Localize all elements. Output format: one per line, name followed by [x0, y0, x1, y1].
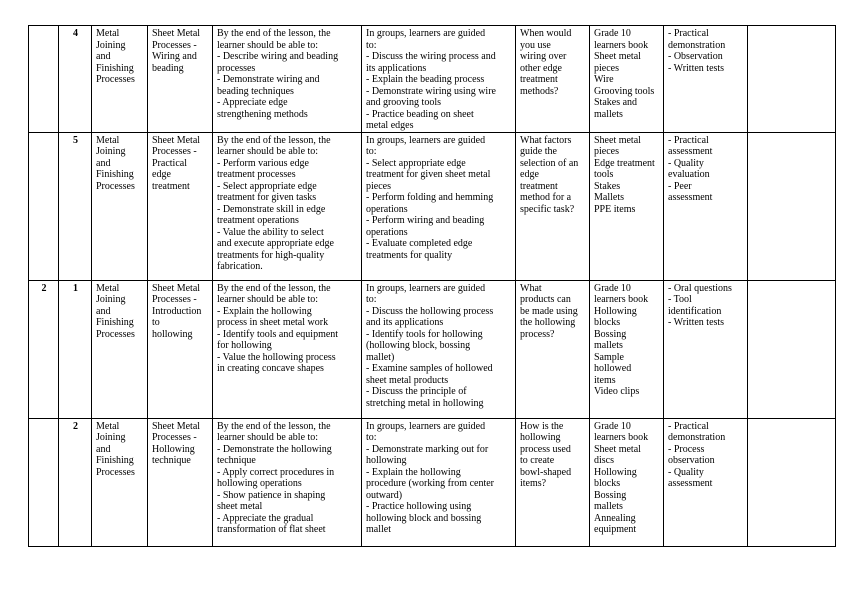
cell-line: learner should be able to:	[217, 432, 319, 443]
cell-line: to:	[366, 432, 377, 443]
cell-line: Finishing	[96, 62, 134, 74]
cell-line: In groups, learners are guided	[366, 28, 486, 39]
strand-cell	[92, 132, 148, 280]
remarks-cell	[748, 132, 836, 280]
cell-line: hollowing	[520, 432, 561, 443]
cell-line: - Quality	[668, 157, 704, 169]
cell-line: (hollowing block, bossing	[366, 340, 471, 351]
learning-outcomes-cell	[213, 26, 362, 133]
cell-line: Annealing	[594, 512, 636, 524]
cell-line: - Peer	[668, 180, 692, 192]
cell-line: to	[152, 317, 160, 328]
cell-line: Bossing	[594, 489, 627, 501]
cell-line: - Practical	[668, 28, 709, 39]
cell-line: Wire	[594, 74, 614, 85]
cell-line: - Value the ability to select	[217, 226, 324, 238]
cell-line: mallets	[594, 108, 623, 120]
cell-line: - Discuss the hollowing process	[366, 305, 494, 317]
cell-line: guide the	[520, 146, 557, 157]
cell-line: assessment	[668, 146, 713, 157]
cell-line: in creating concave shapes	[217, 363, 324, 374]
cell-line: mallet	[366, 524, 391, 535]
cell-line: - Identify tools and equipment	[217, 328, 339, 340]
cell-line: strengthening methods	[217, 108, 308, 120]
cell-line: - Observation	[668, 51, 723, 62]
cell-line: By the end of the lesson, the	[217, 134, 331, 146]
cell-line: technique	[217, 455, 256, 466]
cell-line: What factors	[520, 134, 572, 146]
cell-line: and	[96, 157, 111, 169]
cell-line: Sheet metal	[594, 443, 641, 455]
cell-line: Grooving tools	[594, 85, 655, 97]
cell-line: - Practice hollowing using	[366, 501, 472, 512]
cell-line: - Identify tools for hollowing	[366, 328, 483, 340]
cell-line: treatment	[520, 74, 558, 85]
cell-line: tools	[594, 169, 614, 180]
cell-line: Sheet metal	[594, 134, 641, 146]
cell-line: - Explain the hollowing	[217, 305, 312, 317]
cell-line: items?	[520, 478, 547, 489]
cell-line: to:	[366, 294, 377, 305]
cell-line: processes	[217, 62, 256, 74]
cell-line: Sheet Metal	[152, 282, 201, 294]
cell-line: edge	[152, 169, 171, 180]
lesson-cell: 5	[59, 132, 92, 280]
cell-line: Sheet Metal	[152, 28, 201, 39]
table-row	[29, 418, 836, 546]
lesson-cell: 1	[59, 280, 92, 418]
cell-line: other edge	[520, 62, 562, 74]
cell-line: Practical	[152, 157, 187, 169]
learning-experiences-cell	[362, 418, 516, 546]
assessment-cell	[664, 418, 748, 546]
cell-line: learner should be able to:	[217, 146, 319, 157]
cell-line: assessment	[668, 192, 713, 203]
cell-line: Metal	[96, 28, 120, 39]
cell-line: Video clips	[594, 386, 640, 397]
cell-line: hollowed	[594, 363, 632, 374]
key-inquiry-cell	[516, 26, 590, 133]
cell-line: - Demonstrate the hollowing	[217, 443, 332, 455]
cell-line: and	[96, 305, 111, 317]
table-row	[29, 26, 836, 133]
cell-line: Processes	[96, 328, 135, 340]
cell-line: treatment operations	[217, 215, 299, 226]
cell-line: and	[96, 443, 111, 455]
table-row	[29, 132, 836, 280]
strand-cell	[92, 26, 148, 133]
learning-experiences-cell	[362, 26, 516, 133]
remarks-cell	[748, 26, 836, 133]
cell-line: mallets	[594, 340, 623, 351]
cell-line: the hollowing	[520, 317, 576, 328]
cell-line: - Demonstrate wiring and	[217, 74, 320, 85]
cell-line: - Evaluate completed edge	[366, 238, 473, 249]
cell-line: - Tool	[668, 294, 692, 305]
cell-line: Joining	[96, 39, 126, 51]
cell-line: hollowing	[366, 455, 407, 466]
cell-line: - Select appropriate edge	[366, 157, 466, 169]
cell-line: Mallets	[594, 192, 624, 203]
key-inquiry-cell	[516, 418, 590, 546]
cell-line: Joining	[96, 146, 126, 157]
learning-outcomes-cell	[213, 132, 362, 280]
cell-line: fabrication.	[217, 261, 263, 272]
cell-line: pieces	[594, 146, 619, 157]
cell-line: hollowing operations	[217, 478, 302, 489]
cell-line: assessment	[668, 478, 713, 489]
cell-line: Hollowing	[594, 305, 637, 317]
strand-cell	[92, 280, 148, 418]
cell-line: Sheet Metal	[152, 420, 201, 432]
cell-line: - Select appropriate edge	[217, 180, 317, 192]
week-cell	[29, 132, 59, 280]
learning-experiences-cell	[362, 132, 516, 280]
cell-line: - Discuss the principle of	[366, 386, 467, 397]
cell-line: How is the	[520, 420, 564, 432]
cell-line: treatment for given tasks	[217, 192, 317, 203]
cell-line: methods?	[520, 85, 559, 97]
cell-line: pieces	[366, 180, 391, 192]
cell-line: be made using	[520, 305, 578, 317]
cell-line: Bossing	[594, 328, 627, 340]
cell-line: products can	[520, 294, 571, 305]
cell-line: you use	[520, 39, 551, 51]
cell-line: - Examine samples of hollowed	[366, 363, 493, 374]
strand-cell	[92, 418, 148, 546]
cell-line: to:	[366, 146, 377, 157]
cell-line: and its applications	[366, 317, 444, 328]
cell-line: treatment for given sheet metal	[366, 169, 491, 180]
learning-outcomes-cell	[213, 280, 362, 418]
cell-line: - Apply correct procedures in	[217, 466, 335, 478]
cell-line: treatment processes	[217, 169, 296, 180]
cell-line: technique	[152, 455, 191, 466]
cell-line: observation	[668, 455, 715, 466]
cell-line: Grade 10	[594, 28, 631, 39]
cell-line: sheet metal	[217, 501, 263, 512]
cell-line: In groups, learners are guided	[366, 134, 486, 146]
cell-line: What	[520, 282, 542, 294]
cell-line: learner should be able to:	[217, 294, 319, 305]
cell-line: blocks	[594, 317, 621, 328]
cell-line: - Value the hollowing process	[217, 351, 336, 363]
cell-line: When would	[520, 28, 572, 39]
cell-line: hollowing block and bossing	[366, 512, 482, 524]
cell-line: mallet)	[366, 351, 395, 363]
assessment-cell	[664, 280, 748, 418]
cell-line: its applications	[366, 62, 427, 74]
cell-line: In groups, learners are guided	[366, 420, 486, 432]
cell-line: Sample	[594, 351, 624, 363]
cell-line: By the end of the lesson, the	[217, 282, 331, 294]
cell-line: learners book	[594, 432, 649, 443]
resources-cell	[590, 418, 664, 546]
cell-line: learners book	[594, 294, 649, 305]
cell-line: Processes	[96, 180, 135, 192]
cell-line: pieces	[594, 62, 619, 74]
cell-line: for hollowing	[217, 340, 272, 351]
cell-line: demonstration	[668, 432, 726, 443]
learning-experiences-cell	[362, 280, 516, 418]
cell-line: - Quality	[668, 466, 704, 478]
cell-line: method for a	[520, 192, 572, 203]
cell-line: Metal	[96, 282, 120, 294]
cell-line: blocks	[594, 478, 621, 489]
lesson-cell: 2	[59, 418, 92, 546]
cell-line: treatments for quality	[366, 249, 453, 261]
cell-line: Finishing	[96, 169, 134, 180]
cell-line: Processes -	[152, 432, 197, 443]
cell-line: - Demonstrate wiring using wire	[366, 85, 496, 97]
cell-line: identification	[668, 305, 722, 317]
cell-line: hollowing	[152, 328, 193, 340]
table-row	[29, 280, 836, 418]
cell-line: process used	[520, 443, 571, 455]
key-inquiry-cell	[516, 280, 590, 418]
resources-cell	[590, 132, 664, 280]
cell-line: process?	[520, 328, 555, 340]
assessment-cell	[664, 26, 748, 133]
cell-line: - Practical	[668, 420, 709, 432]
remarks-cell	[748, 418, 836, 546]
cell-line: equipment	[594, 524, 637, 535]
cell-line: beading	[152, 62, 184, 74]
cell-line: outward)	[366, 489, 403, 501]
cell-line: Processes -	[152, 146, 197, 157]
cell-line: Stakes	[594, 180, 621, 192]
cell-line: Grade 10	[594, 282, 631, 294]
cell-line: - Demonstrate marking out for	[366, 443, 489, 455]
cell-line: - Practice beading on sheet	[366, 108, 474, 120]
cell-line: mallets	[594, 501, 623, 512]
cell-line: - Process	[668, 443, 705, 455]
cell-line: demonstration	[668, 39, 726, 51]
cell-line: Metal	[96, 420, 120, 432]
cell-line: Joining	[96, 432, 126, 443]
cell-line: metal edges	[366, 120, 414, 131]
cell-line: and grooving tools	[366, 97, 441, 108]
cell-line: Sheet Metal	[152, 134, 201, 146]
cell-line: Grade 10	[594, 420, 631, 432]
cell-line: wiring over	[520, 51, 567, 62]
cell-line: By the end of the lesson, the	[217, 28, 331, 39]
cell-line: - Discuss the wiring process and	[366, 51, 496, 62]
cell-line: Hollowing	[152, 443, 195, 455]
sub-strand-cell	[148, 26, 213, 133]
week-cell	[29, 26, 59, 133]
cell-line: learners book	[594, 39, 649, 51]
cell-line: Edge treatment	[594, 157, 655, 169]
week-cell: 2	[29, 280, 59, 418]
cell-line: specific task?	[520, 203, 575, 215]
cell-line: Wiring and	[152, 51, 197, 62]
remarks-cell	[748, 280, 836, 418]
cell-line: Introduction	[152, 305, 202, 317]
cell-line: learner should be able to:	[217, 39, 319, 51]
resources-cell	[590, 280, 664, 418]
cell-line: to create	[520, 455, 555, 466]
cell-line: edge	[520, 169, 539, 180]
learning-outcomes-cell	[213, 418, 362, 546]
cell-line: Stakes and	[594, 97, 638, 108]
cell-line: - Perform various edge	[217, 157, 309, 169]
cell-line: - Oral questions	[668, 282, 732, 294]
cell-line: bowl-shaped	[520, 466, 572, 478]
cell-line: process in sheet metal work	[217, 317, 329, 328]
sub-strand-cell	[148, 418, 213, 546]
cell-line: operations	[366, 226, 408, 238]
cell-line: Processes	[96, 74, 135, 85]
cell-line: stretching metal in hollowing	[366, 397, 484, 409]
cell-line: sheet metal products	[366, 374, 449, 386]
cell-line: procedure (working from center	[366, 478, 494, 489]
cell-line: - Show patience in shaping	[217, 489, 326, 501]
cell-line: selection of an	[520, 157, 579, 169]
cell-line: Processes -	[152, 39, 197, 51]
cell-line: - Describe wiring and beading	[217, 51, 339, 62]
sub-strand-cell	[148, 280, 213, 418]
lesson-cell: 4	[59, 26, 92, 133]
cell-line: discs	[594, 455, 614, 466]
resources-cell	[590, 26, 664, 133]
cell-line: evaluation	[668, 169, 710, 180]
cell-line: Finishing	[96, 455, 134, 466]
cell-line: - Demonstrate skill in edge	[217, 203, 326, 215]
cell-line: transformation of flat sheet	[217, 524, 326, 535]
cell-line: - Written tests	[668, 62, 725, 74]
cell-line: Processes	[96, 466, 135, 478]
cell-line: items	[594, 374, 616, 386]
cell-line: Sheet metal	[594, 51, 641, 62]
cell-line: beading techniques	[217, 85, 294, 97]
week-cell	[29, 418, 59, 546]
sub-strand-cell	[148, 132, 213, 280]
cell-line: Hollowing	[594, 466, 637, 478]
scheme-of-work-table	[28, 25, 836, 547]
cell-line: PPE items	[594, 203, 636, 215]
cell-line: - Written tests	[668, 317, 725, 328]
cell-line: and	[96, 51, 111, 62]
cell-line: - Perform folding and hemming	[366, 192, 494, 203]
cell-line: In groups, learners are guided	[366, 282, 486, 294]
cell-line: - Explain the beading process	[366, 74, 485, 85]
cell-line: - Practical	[668, 134, 709, 146]
cell-line: - Explain the hollowing	[366, 466, 461, 478]
key-inquiry-cell	[516, 132, 590, 280]
cell-line: Finishing	[96, 317, 134, 328]
cell-line: treatment	[520, 180, 558, 192]
cell-line: treatments for high-quality	[217, 249, 325, 261]
cell-line: Joining	[96, 294, 126, 305]
cell-line: By the end of the lesson, the	[217, 420, 331, 432]
cell-line: operations	[366, 203, 408, 215]
cell-line: - Appreciate edge	[217, 97, 288, 108]
cell-line: and execute appropriate edge	[217, 238, 334, 249]
cell-line: - Perform wiring and beading	[366, 215, 485, 226]
cell-line: - Appreciate the gradual	[217, 512, 314, 524]
cell-line: to:	[366, 39, 377, 51]
cell-line: treatment	[152, 180, 190, 192]
cell-line: Processes -	[152, 294, 197, 305]
cell-line: Metal	[96, 134, 120, 146]
assessment-cell	[664, 132, 748, 280]
